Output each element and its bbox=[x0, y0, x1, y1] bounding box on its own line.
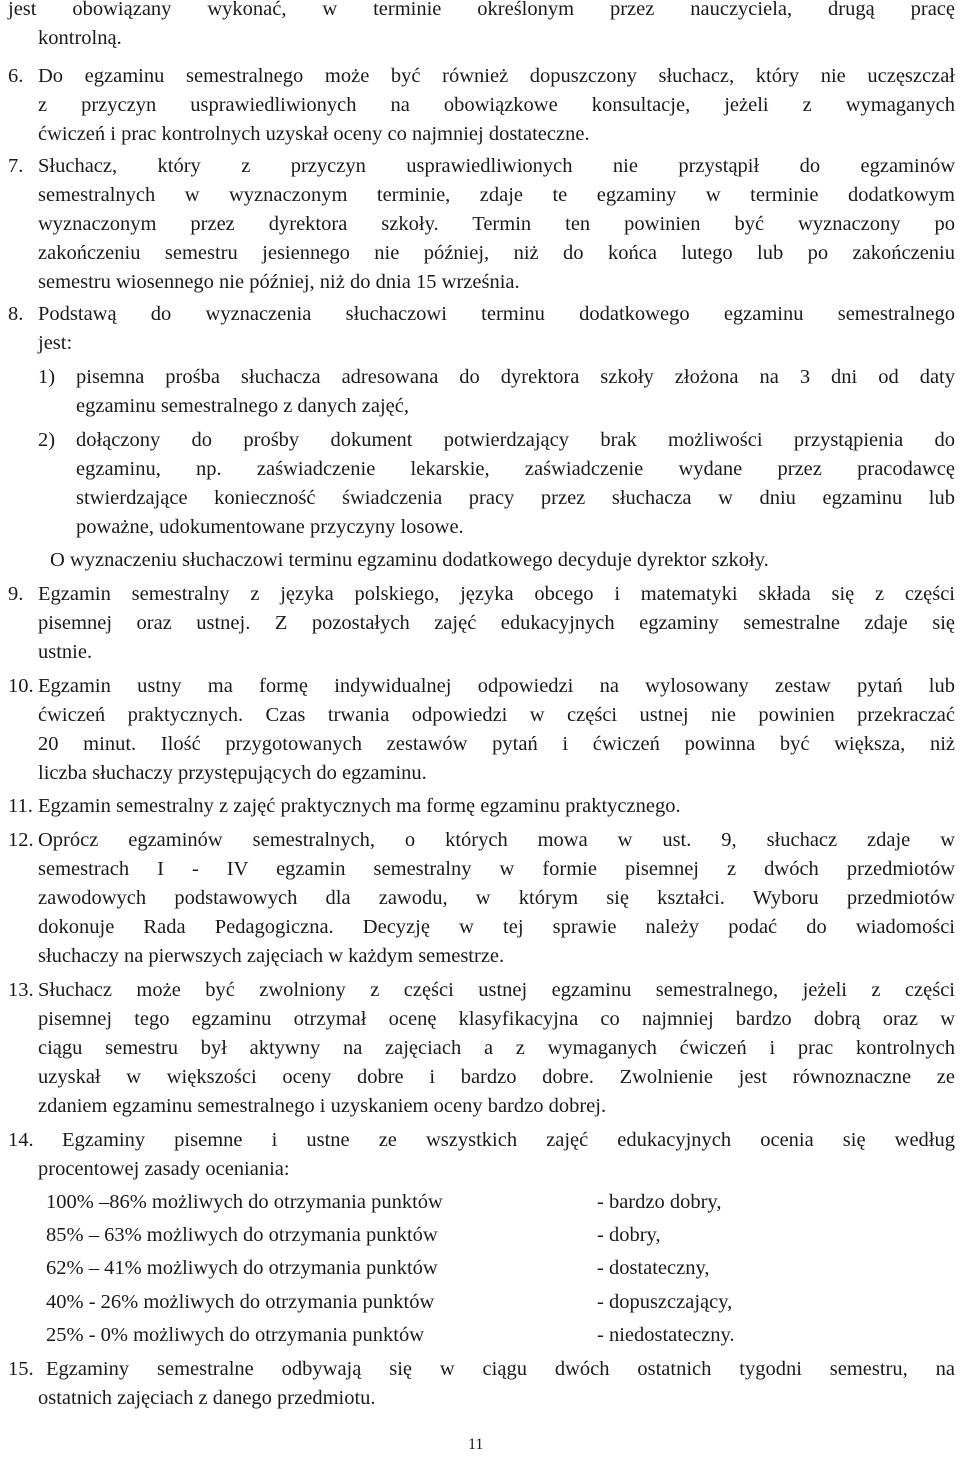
page-number: 11 bbox=[468, 1436, 484, 1453]
item-number: 6. bbox=[8, 65, 24, 87]
paragraph-line: 20 minut. Ilość przygotowanych zestawów pytań i ćwiczeń powinna być większa, niż bbox=[38, 733, 955, 755]
item-number: 8. bbox=[8, 303, 24, 325]
paragraph-line: kontrolną. bbox=[38, 27, 122, 49]
paragraph-line: semestrach I - IV egzamin semestralny w formie pisemnej z dwóch przedmiotów bbox=[38, 858, 955, 880]
scale-grade: - dobry, bbox=[597, 1224, 661, 1246]
paragraph-line: uzyskał w większości oceny dobre i bardzo dobre. Zwolnienie jest równoznaczne ze bbox=[38, 1066, 955, 1088]
scale-grade: - niedostateczny. bbox=[597, 1324, 735, 1346]
paragraph-line: Podstawą do wyznaczenia słuchaczowi terminu dodatkowego egzaminu semestralnego bbox=[38, 303, 955, 325]
scale-range: 62% – 41% możliwych do otrzymania punktów bbox=[46, 1257, 438, 1279]
paragraph-line: liczba słuchaczy przystępujących do egzaminu. bbox=[38, 762, 427, 784]
scale-range: 40% - 26% możliwych do otrzymania punktów bbox=[46, 1291, 435, 1313]
paragraph-line: ćwiczeń i prac kontrolnych uzyskał oceny co najmniej dostateczne. bbox=[38, 123, 590, 145]
scale-grade: - bardzo dobry, bbox=[597, 1191, 722, 1213]
paragraph-line: Egzaminy pisemne i ustne ze wszystkich zajęć edukacyjnych ocenia się według bbox=[62, 1129, 955, 1151]
paragraph-line: semestralnych w wyznaczonym terminie, zdaje te egzaminy w terminie dodatkowym bbox=[38, 184, 955, 206]
paragraph-line: poważne, udokumentowane przyczyny losowe. bbox=[76, 516, 464, 538]
paragraph-line: O wyznaczeniu słuchaczowi terminu egzaminu dodatkowego decyduje dyrektor szkoły. bbox=[50, 549, 769, 571]
paragraph-line: jest: bbox=[38, 332, 73, 354]
paragraph-line: dokonuje Rada Pedagogiczna. Decyzję w tej sprawie należy podać do wiadomości bbox=[38, 916, 955, 938]
paragraph-line: Egzamin semestralny z języka polskiego, języka obcego i matematyki składa się z części bbox=[38, 583, 955, 605]
item-number: 15. bbox=[8, 1358, 34, 1380]
paragraph-line: Egzamin semestralny z zajęć praktycznych ma formę egzaminu praktycznego. bbox=[38, 795, 681, 817]
item-number: 14. bbox=[8, 1129, 34, 1151]
paragraph-line: pisemna prośba słuchacza adresowana do dyrektora szkoły złożona na 3 dni od daty bbox=[76, 366, 955, 388]
paragraph-line: wyznaczonym przez dyrektora szkoły. Termin ten powinien być wyznaczony po bbox=[38, 213, 955, 235]
paragraph-line: ustnie. bbox=[38, 641, 93, 663]
scale-grade: - dopuszczający, bbox=[597, 1291, 733, 1313]
paragraph-line: z przyczyn usprawiedliwionych na obowiązkowe konsultacje, jeżeli z wymaganych bbox=[38, 94, 955, 116]
paragraph-line: ćwiczeń praktycznych. Czas trwania odpowiedzi w części ustnej nie powinien przekraczać bbox=[38, 704, 955, 726]
subitem-number: 1) bbox=[38, 366, 56, 388]
item-number: 13. bbox=[8, 979, 34, 1001]
subitem-number: 2) bbox=[38, 429, 56, 451]
item-number: 11. bbox=[8, 795, 33, 817]
paragraph-line: ostatnich zajęciach z danego przedmiotu. bbox=[38, 1387, 376, 1409]
scale-range: 85% – 63% możliwych do otrzymania punktów bbox=[46, 1224, 438, 1246]
paragraph-line: ciągu semestru był aktywny na zajęciach a z wymaganych ćwiczeń i prac kontrolnych bbox=[38, 1037, 955, 1059]
paragraph-line: pisemnej tego egzaminu otrzymał ocenę klasyfikacyjna co najmniej bardzo dobrą oraz w bbox=[38, 1008, 955, 1030]
paragraph-line: Do egzaminu semestralnego może być również dopuszczony słuchacz, który nie uczęszczał bbox=[38, 65, 955, 87]
scale-range: 25% - 0% możliwych do otrzymania punktów bbox=[46, 1324, 425, 1346]
paragraph-line: zdaniem egzaminu semestralnego i uzyskaniem oceny bardzo dobrej. bbox=[38, 1095, 607, 1117]
paragraph-line: Egzaminy semestralne odbywają się w ciągu dwóch ostatnich tygodni semestru, na bbox=[46, 1358, 955, 1380]
item-number: 9. bbox=[8, 583, 24, 605]
paragraph-line: procentowej zasady oceniania: bbox=[38, 1158, 290, 1180]
item-number: 12. bbox=[8, 829, 34, 851]
paragraph-line: Słuchacz może być zwolniony z części ustnej egzaminu semestralnego, jeżeli z części bbox=[38, 979, 955, 1001]
paragraph-line: egzaminu semestralnego z danych zajęć, bbox=[76, 395, 409, 417]
scale-grade: - dostateczny, bbox=[597, 1257, 710, 1279]
paragraph-line: Słuchacz, który z przyczyn usprawiedliwionych nie przystąpił do egzaminów bbox=[38, 155, 955, 177]
item-number: 7. bbox=[8, 155, 24, 177]
paragraph-line: pisemnej oraz ustnej. Z pozostałych zajęć edukacyjnych egzaminy semestralne zdaje się bbox=[38, 612, 955, 634]
paragraph-line: dołączony do prośby dokument potwierdzający brak możliwości przystąpienia do bbox=[76, 429, 955, 451]
paragraph-line: jest obowiązany wykonać, w terminie określonym przez nauczyciela, drugą pracę bbox=[8, 0, 955, 20]
item-number: 10. bbox=[8, 675, 34, 697]
paragraph-line: zakończeniu semestru jesiennego nie później, niż do końca lutego lub po zakończeniu bbox=[38, 242, 955, 264]
paragraph-line: Egzamin ustny ma formę indywidualnej odpowiedzi na wylosowany zestaw pytań lub bbox=[38, 675, 955, 697]
paragraph-line: słuchaczy na pierwszych zajęciach w każdym semestrze. bbox=[38, 945, 505, 967]
paragraph-line: Oprócz egzaminów semestralnych, o których mowa w ust. 9, słuchacz zdaje w bbox=[38, 829, 955, 851]
paragraph-line: zawodowych podstawowych dla zawodu, w którym się kształci. Wyboru przedmiotów bbox=[38, 887, 955, 909]
paragraph-line: egzaminu, np. zaświadczenie lekarskie, zaświadczenie wydane przez pracodawcę bbox=[76, 458, 955, 480]
paragraph-line: stwierdzające konieczność świadczenia pracy przez słuchacza w dniu egzaminu lub bbox=[76, 487, 955, 509]
scale-range: 100% –86% możliwych do otrzymania punktów bbox=[46, 1191, 443, 1213]
paragraph-line: semestru wiosennego nie później, niż do dnia 15 września. bbox=[38, 271, 520, 293]
